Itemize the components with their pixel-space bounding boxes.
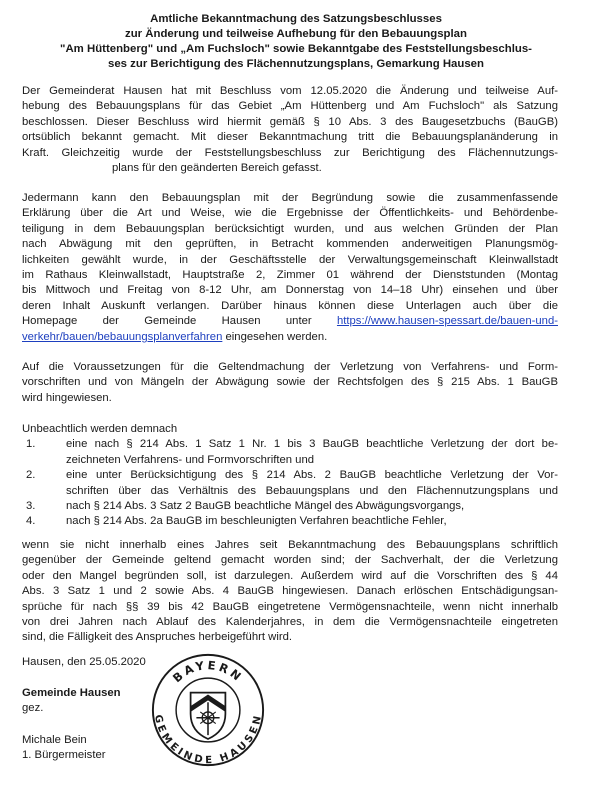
text-line: Abs. 3 Satz 1 und 2 sowie Abs. 4 BauGB hingewiesen. Danach erlöschen Entschädigungsan- — [22, 585, 558, 598]
text-line: teiligung in dem Bebauungsplan berücksichtigt wurden, und aus welchen Gründen der Plan — [22, 222, 558, 235]
text-line: sind, die Fälligkeit des Anspruches herbeigeführt wird. — [22, 631, 293, 644]
list-item — [22, 514, 558, 529]
place-date: Hausen, den 25.05.2020 — [22, 656, 146, 668]
text-line: bis Mittwoch und Freitag von 8-12 Uhr, am Donnerstag von 14–18 Uhr) einsehen und über — [22, 284, 558, 297]
text-line: im Rathaus Kleinwallstadt, Hauptstraße 2, Zimmer 01 während der Dienststunden (Montag — [22, 269, 558, 282]
text-line: Kraft. Gleichzeitig wurde der Feststellungsbeschluss zur Berichtigung des Flächennutzungs- — [22, 146, 558, 159]
title-line: Amtliche Bekanntmachung des Satzungsbeschlusses — [150, 13, 442, 25]
text-line: vorschriften und von Mängeln der Abwägung sowie der Rechtsfolgen des § 215 Abs. 1 BauGB — [22, 376, 558, 389]
text-line: hebung des Bebauungsplans für das Gebiet „Am Hüttenberg und Am Fuchsloch" als Satzung — [22, 100, 558, 113]
list-intro: Unbeachtlich werden demnach — [22, 423, 178, 435]
text-line — [22, 314, 558, 329]
seal-top-text: BAYERN — [170, 658, 246, 686]
paragraph-deadline — [22, 538, 558, 646]
paragraph-inspection — [22, 191, 558, 345]
list-item-number: 3. — [26, 500, 36, 513]
list-item — [22, 468, 558, 499]
text-line: deren Inhalt Auskunft verlangen. Darüber hinaus können diese Unterlagen auch über die — [22, 299, 558, 312]
text-line: Erklärung über die Art und Weise, wie die Ergebnisse der Öffentlichkeits- und Behördenbe- — [22, 207, 558, 220]
signature-name: Michale Bein — [22, 734, 87, 746]
text-line: wird hingewiesen. — [22, 391, 112, 404]
coat-of-arms-icon — [191, 693, 226, 739]
seal-bottom-text: GEMEINDE HAUSEN — [151, 713, 265, 767]
text-line: ortsüblich bekannt gemacht. Mit dieser Bekanntmachung tritt die Bebauungsplanänderung in — [22, 131, 558, 144]
text-line: Auf die Voraussetzungen für die Geltendmachung der Verletzung von Verfahrens- und Form- — [22, 361, 558, 373]
text-line: Der Gemeinderat Hausen hat mit Beschluss vom 12.05.2020 die Änderung und teilweise Auf- — [22, 85, 558, 97]
text-line: plans für den geänderten Bereich gefasst. — [112, 162, 322, 175]
list-item-text: nach § 214 Abs. 3 Satz 2 BauGB beachtliche Mängel des Abwägungsvorgangs, — [66, 500, 465, 513]
text-line — [22, 330, 558, 345]
bebauungsplan-link-continued[interactable]: verkehr/bauen/bebauungsplanverfahren — [22, 330, 223, 343]
text-line: oder den Mangel begründen soll, ist darzulegen. Außerdem wird auf die Vorschriften des § 44 — [22, 569, 558, 582]
title-line: ses zur Berichtigung des Flächennutzungsplans, Gemarkung Hausen — [108, 58, 484, 70]
text-line: beschlossen. Dieser Beschluss wird hiermit gemäß § 10 Abs. 3 des Baugesetzbuchs (BauGB) — [22, 115, 558, 128]
list-item — [22, 437, 558, 468]
text-line: Jedermann kann den Bebauungsplan mit der Begründung sowie die zusammenfassende — [22, 192, 558, 204]
list-item — [22, 499, 558, 514]
list-item-text: zeichneten Verfahrens- und Formvorschriften und — [66, 453, 315, 466]
list-item-text: schriften über das Verhältnis des Bebauungsplans und den Flächennutzungsplans und — [66, 484, 558, 497]
homepage-prefix: Homepage der Gemeinde Hausen unter — [22, 315, 312, 328]
list-item-text: eine unter Berücksichtigung des § 214 Abs. 2 BauGB beachtliche Verletzung der Vor- — [66, 469, 558, 482]
text-line: sprüche für nach §§ 39 bis 42 BauGB eingetretene Vermögensnachteile, wenn nicht innerhalb — [22, 600, 558, 613]
signature-org: Gemeinde Hausen — [22, 687, 121, 699]
text-line: wenn sie nicht innerhalb eines Jahres seit Bekanntmachung des Bebauungsplans schriftlich — [22, 539, 558, 551]
signature-role: 1. Bürgermeister — [22, 749, 106, 761]
violations-list — [22, 422, 558, 530]
text-line: von drei Jahren nach Ablauf des Kalenderjahres, in dem die Vermögensnachteile eingetreten — [22, 616, 558, 629]
signature-gez: gez. — [22, 702, 44, 714]
paragraph-prerequisites — [22, 360, 558, 406]
title-line: zur Änderung und teilweise Aufhebung für den Bebauungsplan — [125, 28, 467, 40]
title-line: "Am Hüttenberg" und „Am Fuchsloch" sowie Bekanntgabe des Feststellungsbeschlus- — [60, 43, 532, 55]
list-item-number: 1. — [26, 438, 36, 451]
paragraph-resolution — [22, 84, 558, 176]
link-suffix: eingesehen werden. — [225, 330, 328, 343]
text-line: nach Abwägung mit den geprüften, in Betracht kommenden anderweitigen Planungsmög- — [22, 238, 558, 251]
list-item-number: 2. — [26, 469, 36, 482]
text-line: lichkeiten gewählt wurde, in der Geschäftsstelle der Verwaltungsgemeinschaft Kleinwallstadt — [22, 253, 558, 266]
bebauungsplan-link[interactable]: https://www.hausen-spessart.de/bauen-und- — [336, 315, 558, 328]
text-line: gegenüber der Gemeinde geltend gemacht worden sind; der Sachverhalt, der die Verletzung — [22, 554, 558, 567]
list-item-text: nach § 214 Abs. 2a BauGB im beschleunigten Verfahren beachtliche Fehler, — [66, 515, 447, 528]
list-item-text: eine nach § 214 Abs. 1 Satz 1 Nr. 1 bis 3 BauGB beachtliche Verletzung der dort be- — [66, 438, 558, 451]
municipal-seal — [150, 652, 266, 768]
list-item-number: 4. — [26, 515, 36, 528]
document-title — [40, 12, 552, 72]
